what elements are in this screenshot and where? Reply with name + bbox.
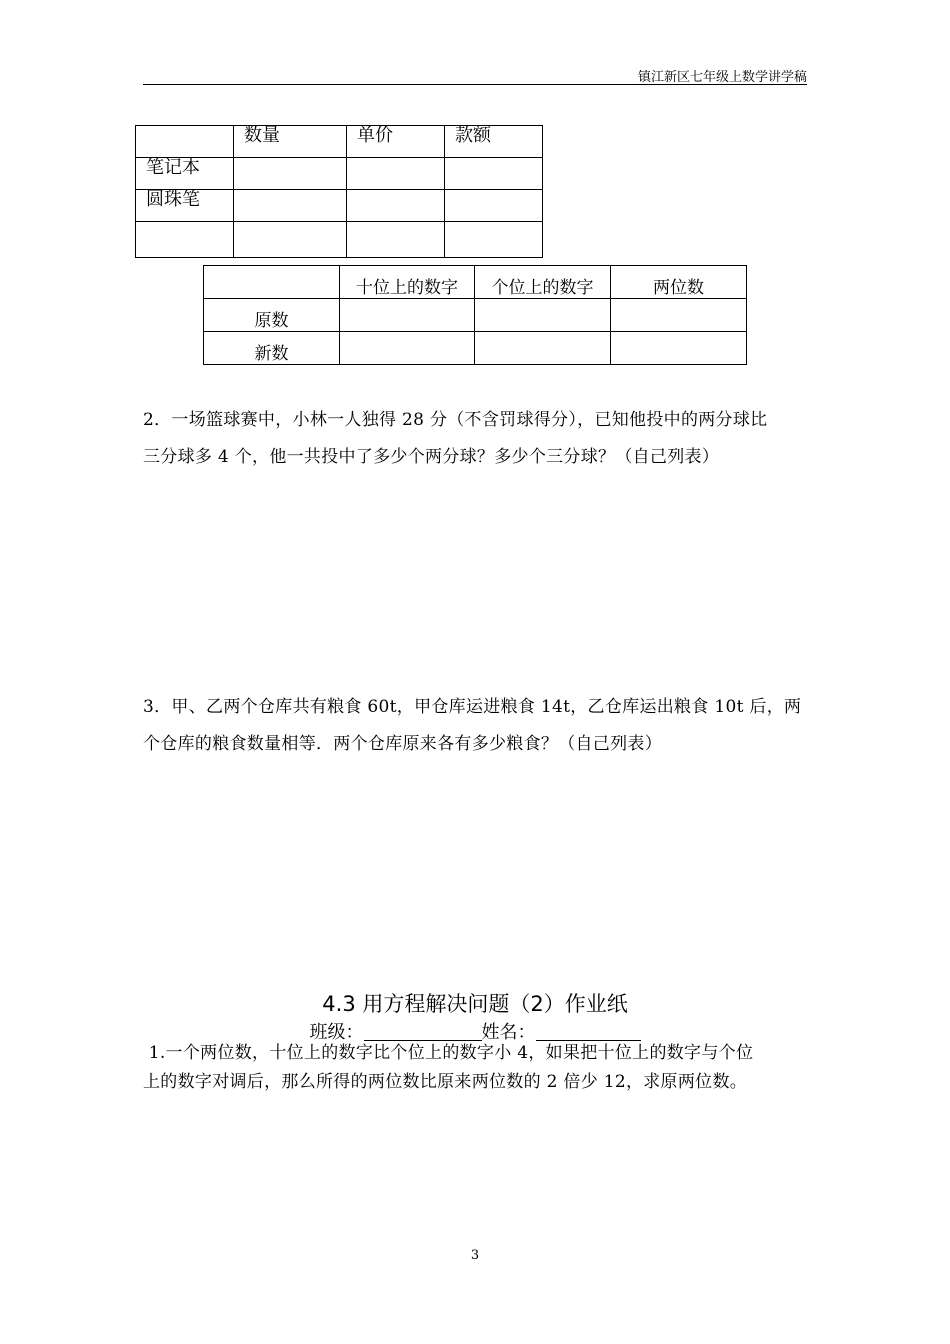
class-label: 班级： xyxy=(309,1022,364,1043)
table-cell xyxy=(347,222,445,258)
table-cell xyxy=(234,222,347,258)
problem-3-line-1: 3．甲、乙两个仓库共有粮食 60t，甲仓库运进粮食 14t，乙仓库运出粮食 10t 后，两 xyxy=(143,697,802,717)
table-price xyxy=(135,125,543,258)
table-cell xyxy=(340,332,475,365)
table-row xyxy=(204,332,747,365)
table-cell: 笔记本 xyxy=(136,158,234,190)
table-row xyxy=(136,222,543,258)
worksheet-question-1 xyxy=(143,1039,807,1097)
table-cell xyxy=(445,222,543,258)
table-header-cell: 单价 xyxy=(347,126,445,158)
table-cell xyxy=(611,332,747,365)
question-1-line-2: 上的数字对调后，那么所得的两位数比原来两位数的 2 倍少 12，求原两位数。 xyxy=(143,1072,748,1092)
table-cell xyxy=(347,158,445,190)
table-cell xyxy=(136,222,234,258)
table-row xyxy=(136,158,543,190)
problem-2 xyxy=(143,402,807,476)
table-cell: 圆珠笔 xyxy=(136,190,234,222)
table-header-cell: 两位数 xyxy=(611,266,747,299)
table-header-cell: 数量 xyxy=(234,126,347,158)
table-digits xyxy=(203,265,747,365)
table-header-cell: 款额 xyxy=(445,126,543,158)
table-cell xyxy=(475,332,611,365)
page-number: 3 xyxy=(470,1248,480,1263)
table-header-cell: 个位上的数字 xyxy=(475,266,611,299)
table-cell: 原数 xyxy=(204,299,340,332)
table-cell xyxy=(475,299,611,332)
question-1-line-1: 1.一个两位数，十位上的数字比个位上的数字小 4，如果把十位上的数字与个位 xyxy=(143,1043,754,1063)
table-cell: 新数 xyxy=(204,332,340,365)
table-cell xyxy=(445,158,543,190)
problem-3-line-2: 个仓库的粮食数量相等．两个仓库原来各有多少粮食？（自己列表） xyxy=(143,734,662,754)
table-cell xyxy=(611,299,747,332)
problem-2-line-1: 2．一场篮球赛中，小林一人独得 28 分（不含罚球得分），已知他投中的两分球比 xyxy=(143,410,768,430)
table-cell xyxy=(136,126,234,158)
table-cell xyxy=(204,266,340,299)
page-header: 镇江新区七年级上数学讲学稿 xyxy=(637,70,807,85)
table-row xyxy=(204,299,747,332)
header-divider xyxy=(143,84,807,85)
table-cell xyxy=(445,190,543,222)
table-row xyxy=(136,190,543,222)
table-header-cell: 十位上的数字 xyxy=(340,266,475,299)
table-row xyxy=(136,126,543,158)
table-cell xyxy=(234,190,347,222)
table-row xyxy=(204,266,747,299)
table-cell xyxy=(347,190,445,222)
problem-3 xyxy=(143,689,807,763)
table-cell xyxy=(234,158,347,190)
name-label: 姓名： xyxy=(481,1022,536,1043)
worksheet-title: 4.3 用方程解决问题（2）作业纸 xyxy=(322,992,628,1016)
problem-2-line-2: 三分球多 4 个，他一共投中了多少个两分球？多少个三分球？（自己列表） xyxy=(143,447,720,467)
table-cell xyxy=(340,299,475,332)
